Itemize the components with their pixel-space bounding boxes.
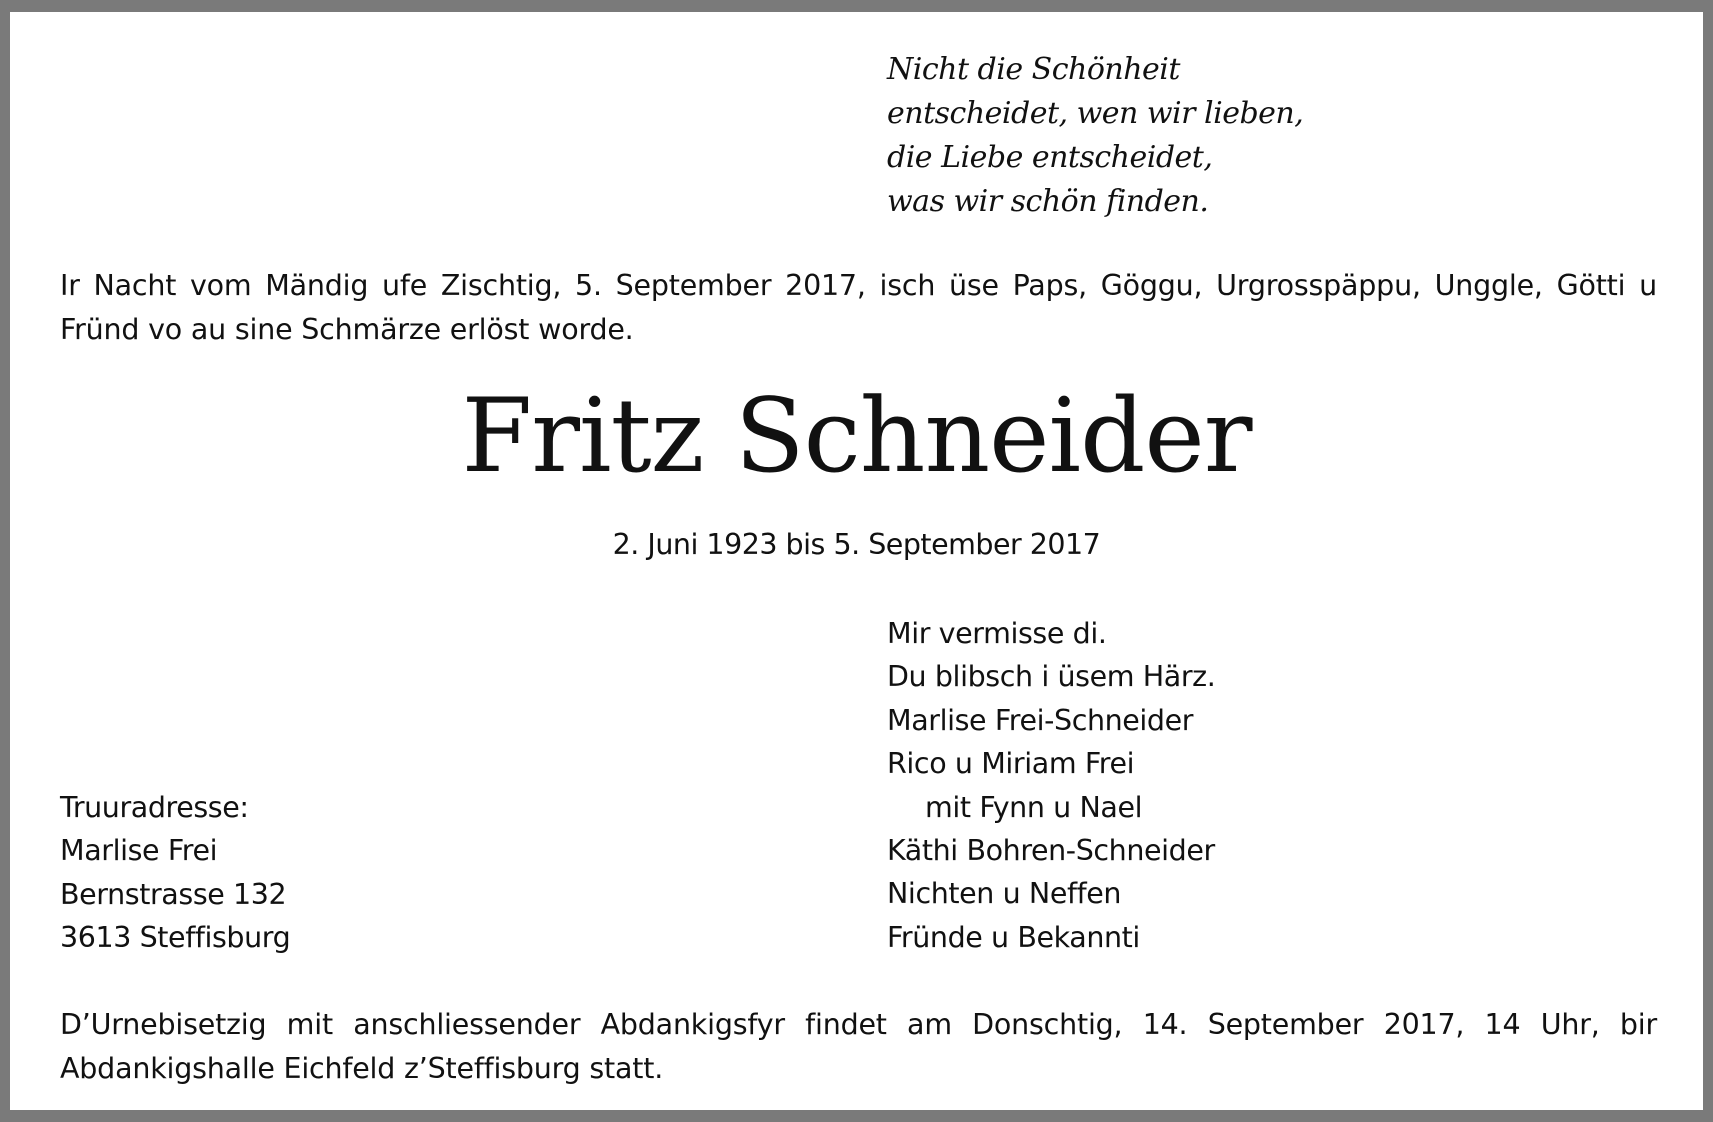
mourners-line: Mir vermisse di. xyxy=(887,617,1107,650)
mourners-line: Marlise Frei-Schneider xyxy=(887,703,1194,737)
address-line: Truuradresse: xyxy=(60,791,249,824)
address-line: Bernstrasse 132 xyxy=(60,877,287,911)
mourners-line: Fründe u Bekannti xyxy=(887,920,1140,954)
obituary-notice xyxy=(10,12,1703,1110)
motto-line: entscheidet, wen wir lieben, xyxy=(887,96,1304,131)
mourners-line: Nichten u Neffen xyxy=(887,877,1122,911)
motto-quote xyxy=(887,48,1303,224)
address-line: 3613 Steffisburg xyxy=(60,921,291,955)
service-paragraph: D’Urnebisetzig mit anschliessender Abdankigsfyr findet am Donschtig, 14. September 2017, 14 Uhr, bir Abdankigshalle Eichfeld z’Steffisburg statt. xyxy=(60,1008,1657,1085)
intro-paragraph: Ir Nacht vom Mändig ufe Zischtig, 5. September 2017, isch üse Paps, Göggu, Urgrosspäppu, Unggle, Götti u Fründ vo au sine Schmärze erlöst worde. xyxy=(60,269,1657,346)
mourning-address xyxy=(60,786,290,960)
address-line: Marlise Frei xyxy=(60,834,218,868)
mourners-line: Käthi Bohren-Schneider xyxy=(887,834,1215,868)
mourners-line: mit Fynn u Nael xyxy=(925,790,1143,824)
mourners-line: Rico u Miriam Frei xyxy=(887,747,1135,781)
deceased-name: Fritz Schneider xyxy=(461,377,1252,496)
life-dates: 2. Juni 1923 bis 5. September 2017 xyxy=(612,528,1101,561)
motto-line: was wir schön finden. xyxy=(887,184,1209,219)
mourners-line: Du blibsch i üsem Härz. xyxy=(887,660,1216,694)
mourners-list xyxy=(887,612,1215,959)
motto-line: Nicht die Schönheit xyxy=(887,52,1180,87)
motto-line: die Liebe entscheidet, xyxy=(887,140,1213,175)
